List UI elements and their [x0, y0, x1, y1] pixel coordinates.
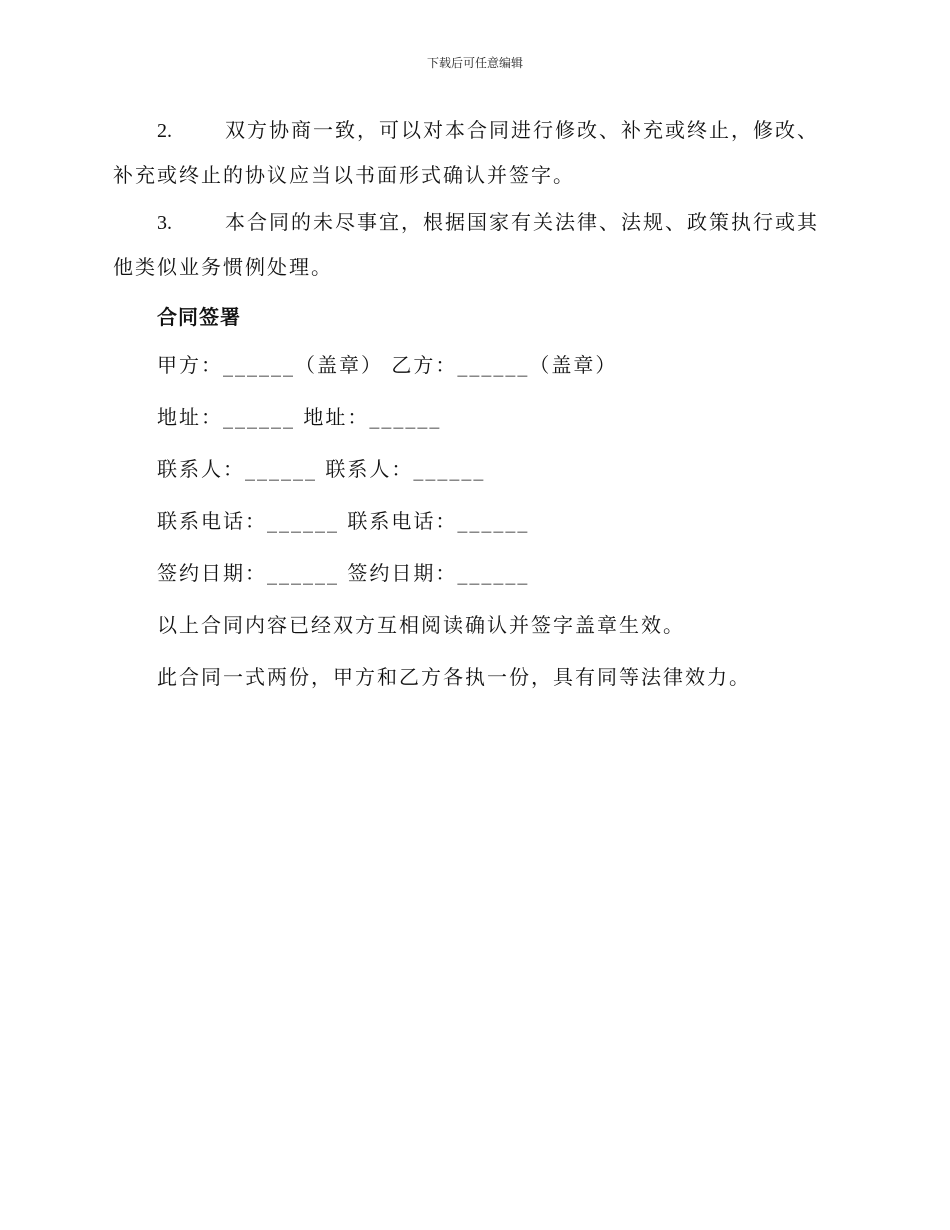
copies-text: 此合同一式两份，甲方和乙方各执一份，具有同等法律效力。: [157, 665, 751, 689]
confirmation-text: 以上合同内容已经双方互相阅读确认并签字盖章生效。: [157, 613, 685, 637]
clause-3: [113, 200, 833, 289]
party-line: 甲方：______（盖章） 乙方：______（盖章）: [157, 353, 618, 377]
page-header: 下载后可任意编辑: [426, 56, 523, 70]
clause-number: 3.: [157, 212, 172, 234]
clause-text: 本合同的未尽事宜，根据国家有关法律、法规、政策执行或其他类似业务惯例处理。: [113, 210, 819, 279]
contact-line: 联系人：______ 联系人：______: [157, 457, 486, 481]
date-line: 签约日期：______ 签约日期：______: [157, 561, 530, 585]
clause-number: 2.: [157, 120, 172, 142]
clause-text: 双方协商一致，可以对本合同进行修改、补充或终止，修改、补充或终止的协议应当以书面形式确认并签字。: [113, 118, 819, 187]
section-heading-signing: 合同签署: [157, 305, 241, 329]
clause-2: [113, 108, 833, 197]
address-line: 地址：______ 地址：______: [157, 405, 442, 429]
phone-line: 联系电话：______ 联系电话：______: [157, 509, 530, 533]
document-body: [113, 108, 833, 703]
